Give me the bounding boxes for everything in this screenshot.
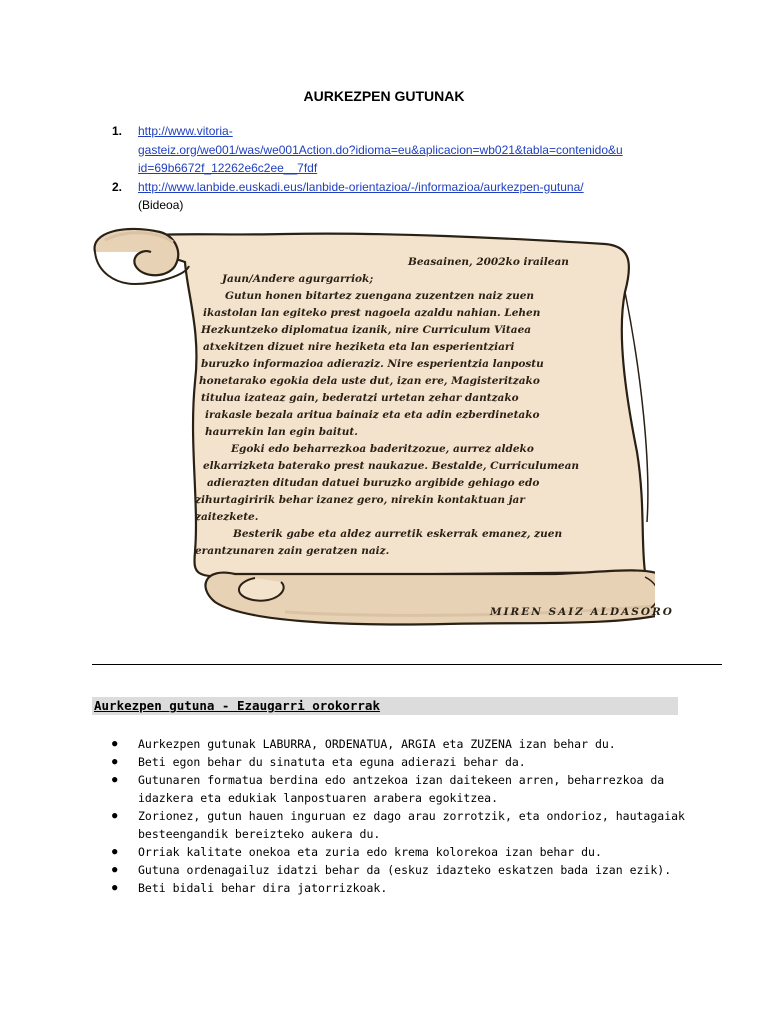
link-list — [112, 122, 682, 215]
list-item-text: Gutuna ordenagailuz idatzi behar da (eskuz idazteko eskatzen bada izan ezik). — [138, 863, 672, 877]
bullet-icon: ● — [112, 811, 118, 821]
letter-line: honetarako egokia dela uste dut, izan ere, Magisteritzako — [199, 375, 540, 387]
letter-line: irakasle bezala aritua bainaiz eta eta adin ezberdinetako — [205, 409, 540, 421]
letter-closing: erantzunaren zain geratzen naiz. — [195, 545, 390, 557]
link-line: http://www.vitoria- — [138, 124, 233, 138]
letter-line: ikastolan lan egiteko prest nagoela azaldu nahian. Lehen — [203, 307, 541, 319]
letter-line: zaitezkete. — [195, 511, 259, 523]
list-item-text: Beti egon behar du sinatuta eta eguna adierazi behar da. — [138, 755, 526, 769]
list-item — [112, 771, 692, 807]
vitoria-gasteiz-link[interactable] — [138, 124, 623, 175]
letter-line: haurrekin lan egin baitut. — [205, 426, 358, 438]
parchment-scroll-illustration — [85, 222, 674, 640]
list-item — [112, 735, 692, 753]
bullet-icon: ● — [112, 739, 118, 749]
list-item — [112, 843, 692, 861]
letter-signature: MIREN SAIZ ALDASORO — [490, 606, 674, 618]
section-heading — [92, 697, 678, 715]
letter-text — [85, 222, 674, 640]
letter-line: atxekitzen dizuet nire heziketa eta lan esperientziari — [203, 341, 515, 353]
bullet-icon: ● — [112, 847, 118, 857]
list-item — [112, 807, 692, 843]
letter-line: buruzko informazioa adieraziz. Nire esperientzia lanpostu — [201, 358, 544, 370]
link-line: gasteiz.org/we001/was/we001Action.do?idioma=eu&aplicacion=wb021&tabla=contenido&u — [138, 142, 623, 157]
letter-line: zihurtagiririk behar izanez gero, nirekin kontaktuan jar — [195, 494, 525, 506]
bullet-icon: ● — [112, 775, 118, 785]
link-item-1 — [112, 122, 682, 178]
bullet-icon: ● — [112, 883, 118, 893]
list-item-text: Orriak kalitate onekoa eta zuria edo krema kolorekoa izan behar du. — [138, 845, 602, 859]
list-item — [112, 861, 692, 879]
list-item — [112, 753, 692, 771]
list-item-text: Gutunaren formatua berdina edo antzekoa izan daitekeen arren, beharrezkoa da — [138, 773, 665, 787]
letter-line: titulua izateaz gain, bederatzi urtetan zehar dantzako — [201, 392, 519, 404]
letter-line: Besterik gabe eta aldez aurretik eskerrak emanez, zuen — [233, 528, 563, 540]
lanbide-link[interactable] — [138, 180, 584, 194]
list-item-text: Zorionez, gutun hauen inguruan ez dago arau zorrotzik, eta ondorioz, hautagaiak — [138, 809, 685, 823]
list-item-text: besteengandik bereizteko aukera du. — [138, 827, 381, 841]
section-heading-text: Aurkezpen gutuna - Ezaugarri orokorrak — [94, 698, 380, 713]
list-item-text: idazkera eta edukiak lanpostuaren arabera egokitzea. — [138, 791, 499, 805]
link-line: id=69b6672f_12262e6c2ee__7fdf — [138, 161, 318, 175]
letter-line: elkarrizketa baterako prest naukazue. Bestalde, Curriculumean — [203, 460, 580, 472]
list-item-text: Beti bidali behar dira jatorrizkoak. — [138, 881, 388, 895]
letter-date: Beasainen, 2002ko irailean — [408, 256, 569, 268]
link-number: 1. — [112, 124, 123, 138]
letter-line: Gutun honen bitartez zuengana zuzentzen naiz zuen — [225, 290, 535, 302]
list-item — [112, 879, 692, 897]
letter-line: Egoki edo beharrezkoa baderitzozue, aurrez aldeko — [231, 443, 534, 455]
letter-line: adierazten ditudan datuei buruzko argibide gehiago edo — [207, 477, 540, 489]
link-item-2 — [112, 178, 682, 215]
page-title: AURKEZPEN GUTUNAK — [303, 88, 465, 104]
letter-line: Hezkuntzeko diplomatua izanik, nire Curriculum Vitaea — [201, 324, 532, 336]
link-number: 2. — [112, 179, 123, 194]
bullet-icon: ● — [112, 865, 118, 875]
link-line: http://www.lanbide.euskadi.eus/lanbide-orientazioa/-/informazioa/aurkezpen-gutuna/ — [138, 179, 584, 194]
characteristics-list — [112, 735, 692, 897]
list-item-text: Aurkezpen gutunak LABURRA, ORDENATUA, ARGIA eta ZUZENA izan behar du. — [138, 737, 616, 751]
letter-salutation: Jaun/Andere agurgarriok; — [222, 273, 374, 285]
video-note: (Bideoa) — [138, 198, 184, 212]
bullet-icon: ● — [112, 757, 118, 767]
horizontal-divider — [92, 664, 722, 665]
